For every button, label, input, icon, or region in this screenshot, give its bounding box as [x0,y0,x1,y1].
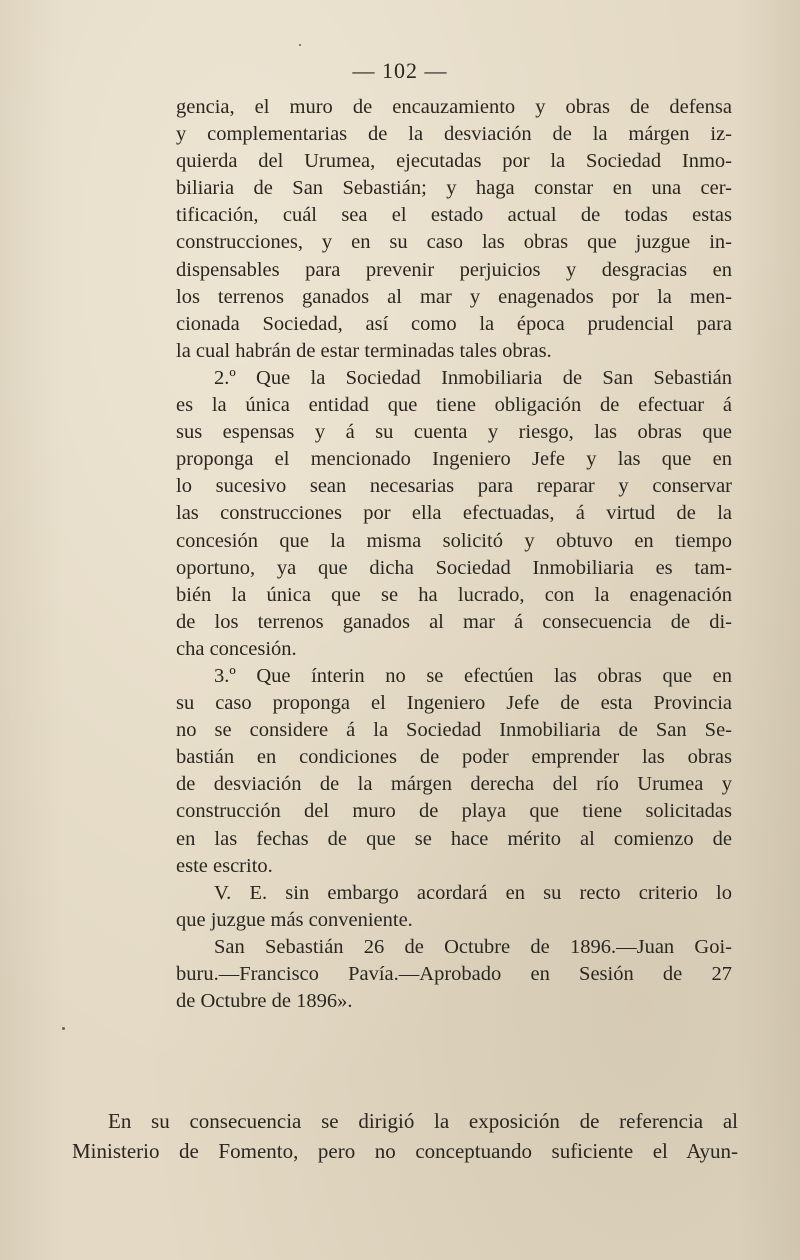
text-line: cha concesión. [176,637,297,660]
text-line: concesión que la misma solicitó y obtuvo en tiempo [176,529,732,552]
text-line: y complementarias de la desviación de la márgen iz- [176,123,732,146]
text-line: cionada Sociedad, así como la época prudencial para [176,312,732,335]
quoted-report-text [176,94,732,1015]
text-line: su caso proponga el Ingeniero Jefe de esta Provincia [176,692,732,715]
text-line: lo sucesivo sean necesarias para reparar y conservar [176,475,732,498]
text-line: Ministerio de Fomento, pero no conceptuando suficiente el Ayun- [72,1139,738,1163]
signature-first-line: San Sebastián 26 de Octubre de 1896.—Juan Goi- [214,935,732,958]
text-line: biliaria de San Sebastián; y haga constar en una cer- [176,177,732,200]
text-line: las construcciones por ella efectuadas, á virtud de la [176,502,732,525]
text-line: bastián en condiciones de poder emprender las obras [176,746,732,769]
text-line: gencia, el muro de encauzamiento y obras de defensa [176,96,732,118]
text-line: construcciones, y en su caso las obras que juzgue in- [176,231,732,254]
text-line: construcción del muro de playa que tiene solicitadas [176,800,732,823]
text-line: es la única entidad que tiene obligación de efectuar á [176,394,732,417]
text-line: tificación, cuál sea el estado actual de todas estas [176,204,732,227]
text-line: bién la única que se ha lucrado, con la enagenación [176,583,732,606]
text-line: sus espensas y á su cuenta y riesgo, las obras que [176,421,732,444]
text-line: en las fechas de que se hace mérito al comienzo de [176,827,732,850]
text-line: En su consecuencia se dirigió la exposición de referencia al [108,1109,738,1133]
clause-3-first-line: 3.º Que ínterin no se efectúen las obras que en [214,664,732,687]
text-line: quierda del Urumea, ejecutadas por la Sociedad Inmo- [176,150,732,173]
text-line: dispensables para prevenir perjuicios y desgracias en [176,258,732,281]
paper-speck [62,1027,65,1030]
text-line: de Octubre de 1896». [176,990,353,1013]
text-line: proponga el mencionado Ingeniero Jefe y las que en [176,448,732,471]
paper-speck [299,44,301,46]
text-line: la cual habrán de estar terminadas tales obras. [176,339,552,362]
text-line: este escrito. [176,854,273,877]
text-line: de desviación de la márgen derecha del río Urumea y [176,773,732,796]
text-line: buru.—Francisco Pavía.—Aprobado en Sesión de 27 [176,963,732,985]
closing-first-line: V. E. sin embargo acordará en su recto criterio lo [214,881,732,904]
page-number: — 102 — [352,58,448,83]
text-line: que juzgue más conveniente. [176,908,413,931]
text-line: no se considere á la Sociedad Inmobiliaria de San Se- [176,719,732,742]
clause-2-first-line: 2.º Que la Sociedad Inmobiliaria de San Sebastián [214,366,732,389]
text-line: de los terrenos ganados al mar á consecuencia de di- [176,610,732,633]
text-line: oportuno, ya que dicha Sociedad Inmobiliaria es tam- [176,556,732,579]
body-paragraph [72,1106,738,1166]
text-line: los terrenos ganados al mar y enagenados por la men- [176,285,732,308]
